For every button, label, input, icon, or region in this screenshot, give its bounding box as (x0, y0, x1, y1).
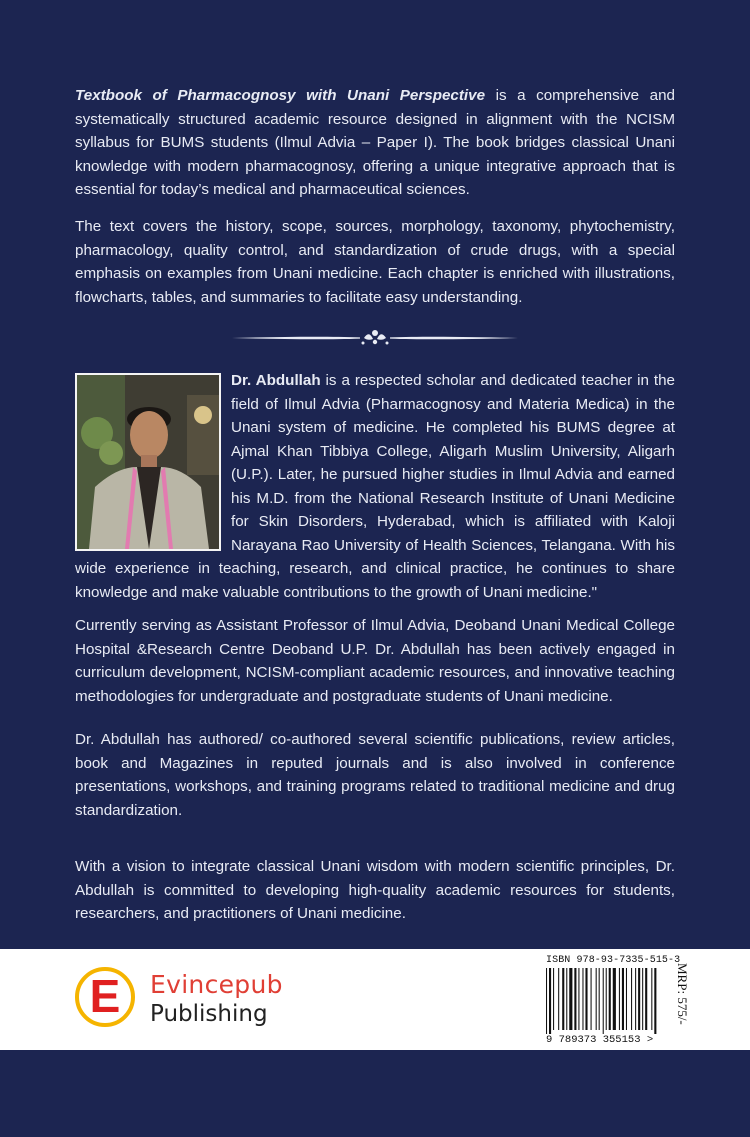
divider-ornament-icon (232, 326, 518, 350)
author-name: Dr. Abdullah (231, 372, 321, 389)
barcode-area (546, 955, 696, 1047)
publisher-band (0, 949, 750, 1050)
intro-paragraph-2: The text covers the history, scope, sources, morphology, taxonomy, phytochemistry, pharmacology, quality control, and standardization of crude drugs, with a special emphasis on examples from Unani medicine. Each chapter is enriched with illustrations, flowcharts, tables, and summaries to facilitate easy understanding. (75, 218, 675, 306)
logo-letter: E (89, 970, 121, 1022)
mrp-label: MRP: 575/- (675, 963, 690, 1025)
barcode-digits: 9 789373 355153 > (546, 1034, 654, 1046)
book-title: Textbook of Pharmacognosy with Unani Perspective (75, 87, 486, 104)
barcode-icon (546, 968, 670, 1034)
author-photo (75, 373, 221, 551)
publisher-logo (75, 967, 283, 1033)
isbn-text: ISBN 978-93-7335-515-3 (546, 955, 681, 966)
author-publications-paragraph: Dr. Abdullah has authored/ co-authored several scientific publications, review articles, book and Magazines in reputed journals and is also involved in conference presentations, workshops, and training programs related to traditional medicine and drug standardization. (75, 731, 675, 819)
publisher-subtitle: Publishing (150, 1001, 268, 1027)
intro-paragraph-1 (75, 84, 675, 202)
author-vision-paragraph: With a vision to integrate classical Unani wisdom with modern scientific principles, Dr. Abdullah is committed to developing high-quality academic resources for students, researchers, and practitioners of Unani medicine. (75, 858, 675, 922)
publisher-name: Evincepub (150, 970, 283, 999)
author-section (75, 369, 675, 604)
author-position-paragraph: Currently serving as Assistant Professor of Ilmul Advia, Deoband Unani Medical College Hospital &Research Centre Deoband U.P. Dr. Abdullah has been actively engaged in curriculum development, NCISM-compliant academic resources, and innovative teaching methodologies for undergraduate and postgraduate students of Unani medicine. (75, 617, 675, 705)
author-portrait-icon (77, 375, 219, 549)
intro-paragraph-1-text: is a comprehensive and systematically structured academic resource designed in alignment with the NCISM syllabus for BUMS students (Ilmul Advia – Paper I). The book bridges classical Unani knowledge with modern pharmacognosy, offering a unique integrative approach that is essential for today’s medical and pharmaceutical sciences. (75, 87, 676, 198)
author-bio-text: is a respected scholar and dedicated teacher in the field of Ilmul Advia (Pharmacognosy and Materia Medica) in the Unani system of medicine. He completed his BUMS degree at Ajmal Khan Tibbiya College, Aligarh Muslim University, Aligarh (U.P.). Later, he pursued higher studies in Ilmul Advia and earned his M.D. from the National Research Institute of Unani Medicine for Skin Disorders, Hyderabad, which is affiliated with Kaloji Narayana Rao University of Health Sciences, Telangana. With his wide experience in teaching, research, and clinical practice, he continues to share knowledge and make valuable contributions to the growth of Unani medicine." (75, 372, 675, 601)
